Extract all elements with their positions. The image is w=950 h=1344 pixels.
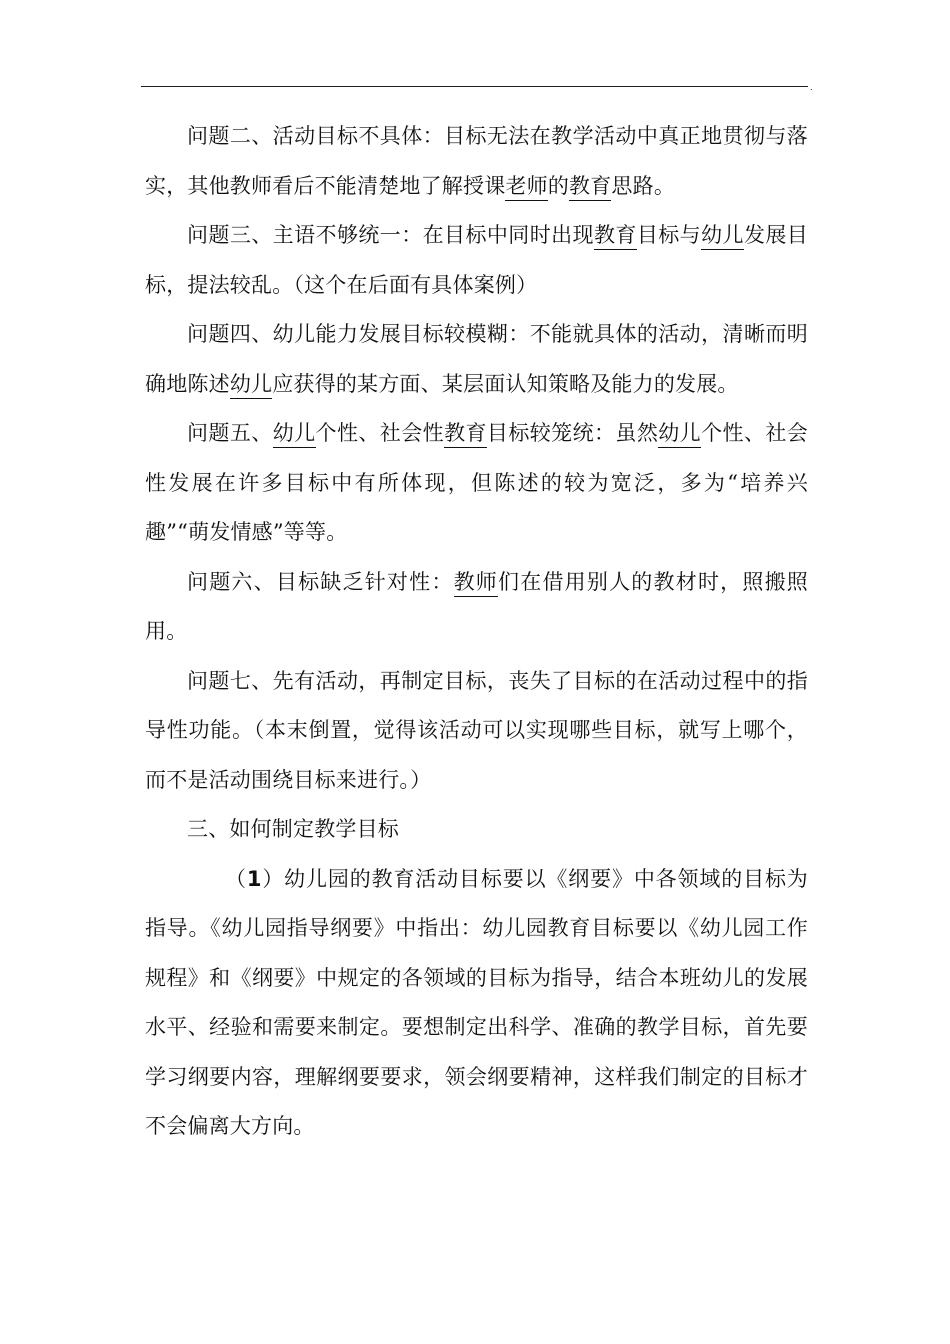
text-run: 问题七、先有活动，再制定目标，丧失了目标的在活动过程中的指导性功能。（本末倒置，觉得该活动可以实现哪些目标，就写上哪个，而不是活动围绕目标来进行。）: [145, 668, 808, 792]
paragraph-problem-5: [145, 409, 808, 558]
text-run: 目标较笼统：虽然: [486, 421, 659, 445]
underlined-term: 教师: [454, 570, 498, 597]
paragraph-point-1: [145, 855, 808, 1152]
text-run: 问题三、主语不够统一：在目标中同时出现: [187, 223, 594, 247]
text-run: 问题六、目标缺乏针对性：: [187, 569, 454, 594]
text-run: 三、如何制定教学目标: [187, 817, 399, 841]
paragraph-problem-2: [145, 112, 808, 211]
paragraph-problem-4: [145, 310, 808, 409]
text-run: 个性、社会性发展在许多目标中有所体现，但陈述的较为宽泛，多为“培养兴趣”“萌发情感”等等。: [145, 421, 808, 544]
text-run: 思路。: [611, 173, 676, 198]
header-rule: [141, 86, 808, 87]
document-body: [145, 112, 808, 1152]
section-heading-3: [145, 805, 808, 855]
underlined-term: 幼儿: [658, 421, 701, 448]
text-run: ）幼儿园的教育活动目标要以《纲要》中各领域的目标为指导。《幼儿园指导纲要》中指出：幼儿园教育目标要以《幼儿园工作规程》和《纲要》中规定的各领域的目标为指导，结合本班幼儿的发展水平、经验和需要来制定。要想制定出科学、准确的教学目标，首先要学习纲要内容，理解纲要要求，领会纲要精神，这样我们制定的目标才不会偏离大方向。: [145, 866, 809, 1138]
underlined-term: 老师: [505, 174, 547, 201]
text-run: 个性、社会性: [315, 421, 445, 445]
text-run: 的: [547, 173, 570, 198]
text-run: 问题四、幼儿能力发展目标较模糊：不能就具体的活动，清晰而明确地陈述: [145, 322, 808, 396]
text-run: （: [225, 866, 247, 891]
underlined-term: 教育: [569, 174, 611, 201]
text-run: 们在借用别人的教材时，照搬照用。: [145, 569, 808, 643]
underlined-term: 教育: [444, 421, 487, 448]
paragraph-problem-6: [145, 558, 808, 657]
text-run: 发展目标，提法较乱。（这个在后面有具体案例）: [145, 223, 808, 297]
underlined-term: 教育: [594, 223, 637, 250]
underlined-term: 幼儿: [273, 421, 316, 448]
paragraph-problem-7: [145, 657, 808, 806]
list-number: 1: [246, 866, 262, 891]
underlined-term: 幼儿: [230, 372, 272, 399]
paragraph-problem-3: [145, 211, 808, 310]
header-rule-dot: .: [810, 83, 813, 92]
text-run: 目标与: [636, 223, 702, 247]
text-run: 问题二、活动目标不具体：目标无法在教学活动中真正地贯彻与落实，其他教师看后不能清楚地了解授课: [145, 124, 808, 198]
text-run: 问题五、: [187, 421, 273, 445]
text-run: 应获得的某方面、某层面认知策略及能力的发展。: [272, 371, 739, 396]
underlined-term: 幼儿: [701, 223, 744, 250]
